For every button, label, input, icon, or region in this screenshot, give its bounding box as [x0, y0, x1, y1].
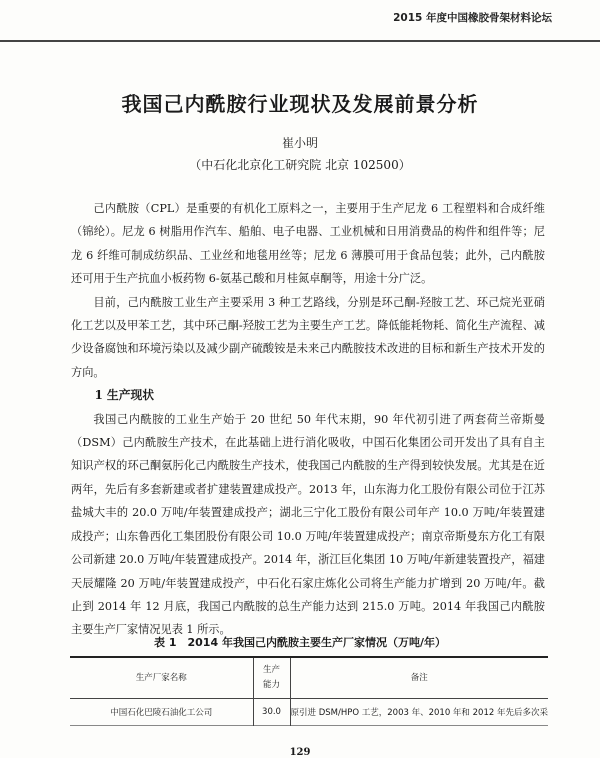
header-note: 备注	[290, 657, 548, 699]
article-body	[71, 197, 545, 642]
header-company: 生产厂家名称	[135, 672, 187, 683]
header-capacity: 生产能力	[253, 657, 290, 699]
affiliation: （中石化北京化工研究院 北京 102500）	[189, 158, 411, 172]
table-caption: 表 1 2014 年我国己内酰胺主要生产厂家情况（万吨/年）	[154, 636, 446, 649]
article-title: 我国己内酰胺行业现状及发展前景分析	[121, 92, 479, 116]
section-heading-production: 1 生产现状	[94, 388, 155, 403]
table-row	[70, 699, 548, 726]
page-number: 129	[289, 747, 311, 758]
header-rule	[0, 40, 600, 42]
journal-header: 2015 年度中国橡胶骨架材料论坛	[393, 12, 552, 24]
cell-capacity: 30.0	[253, 699, 290, 726]
producers-table	[70, 656, 548, 726]
table-header-row	[70, 657, 548, 699]
paragraph-intro: 己内酰胺（CPL）是重要的有机化工原料之一，主要用于生产尼龙 6 工程塑料和合成纤维（锦纶）。尼龙 6 树脂用作汽车、船舶、电子电器、工业机械和日用消费品的构件和组件等；尼龙 6 纤维可制成纺织品、工业丝和地毯用丝等；尼龙 6 薄膜可用于食品包装；此外，己内酰胺还可用于生产抗血小板药物 6-氨基己酸和月桂氮卓酮等，用途十分广泛。	[71, 202, 545, 286]
cell-note: 原引进 DSM/HPO 工艺，2003 年、2010 年和 2012 年先后多次采	[290, 699, 548, 726]
cell-company: 中国石化巴陵石油化工公司	[110, 708, 213, 718]
paragraph-production-status: 我国己内酰胺的工业生产始于 20 世纪 50 年代末期，90 年代初引进了两套荷兰帝斯曼（DSM）己内酰胺生产技术，在此基础上进行消化吸收，中国石化集团公司开发出了具有自主知识产权的环己酮氨肟化己内酰胺生产技术，使我国己内酰胺的生产得到较快发展。尤其是在近两年，先后有多套新建或者扩建装置建成投产。2013 年，山东海力化工股份有限公司位于江苏盐城大丰的 20.0 万吨/年装置建成投产；湖北三宁化工股份有限公司年产 10.0 万吨/年装置建成投产；山东鲁西化工集团股份有限公司 10.0 万吨/年装置建成投产；南京帝斯曼东方化工有限公司新建 20.0 万吨/年装置建成投产。2014 年，浙江巨化集团 10 万吨/年新建装置投产，福建天辰耀隆 20 万吨/年装置建成投产，中石化石家庄炼化公司将生产能力扩增到 20 万吨/年。截止到 2014 年 12 月底，我国己内酰胺的总生产能力达到 215.0 万吨。2014 年我国己内酰胺主要生产厂家情况见表 1 所示。	[71, 412, 545, 637]
paragraph-process-routes: 目前，己内酰胺工业生产主要采用 3 种工艺路线，分别是环己酮-羟胺工艺、环己烷光亚硝化工艺以及甲苯工艺，其中环己酮-羟胺工艺为主要生产工艺。降低能耗物耗、简化生产流程、减少设备腐蚀和环境污染以及减少副产硫酸铵是未来己内酰胺技术改进的目标和新生产技术开发的方向。	[71, 295, 545, 379]
author: 崔小明	[281, 136, 318, 150]
